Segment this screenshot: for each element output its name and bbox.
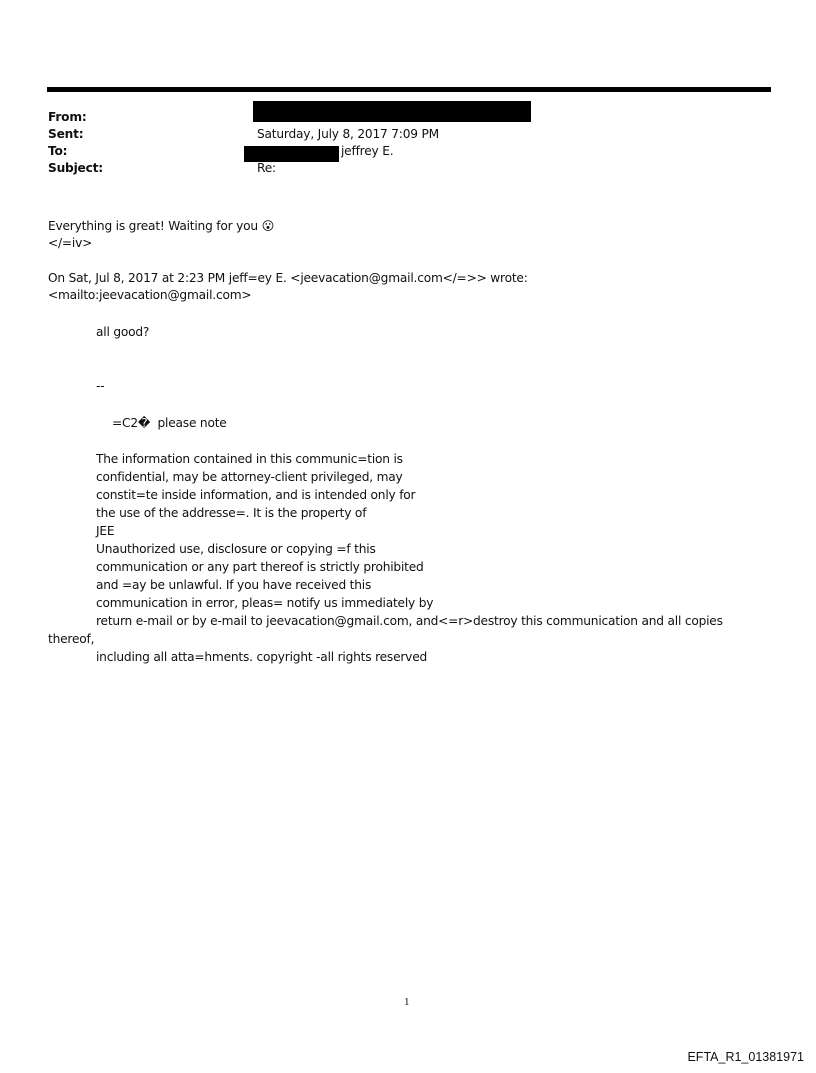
disclaimer-line: Unauthorized use, disclosure or copying =f this — [96, 542, 376, 556]
disclaimer-line: return e-mail or by e-mail to jeevacation@gmail.com, and<=r>destroy this communication and all copies — [96, 614, 723, 628]
disclaimer-line: the use of the addresse=. It is the property of — [96, 506, 367, 520]
signature-separator: -- — [96, 379, 105, 393]
disclaimer-line: confidential, may be attorney-client privileged, may — [96, 470, 403, 484]
disclaimer-last-line: including all atta=hments. copyright -all rights reserved — [96, 650, 428, 664]
page-number: 1 — [404, 996, 410, 1008]
quote-intro: On Sat, Jul 8, 2017 at 2:23 PM jeff=ey E. <jeevacation@gmail.com</=>> wrote: — [48, 271, 528, 285]
subject-value: Re: — [257, 161, 276, 175]
quote-mailto: <mailto:jeevacation@gmail.com> — [48, 288, 252, 302]
to-value: jeffrey E. — [341, 144, 394, 158]
sent-label: Sent: — [48, 127, 84, 141]
from-label: From: — [48, 110, 87, 124]
to-label: To: — [48, 144, 68, 158]
redaction-from — [253, 101, 531, 122]
disclaimer-line: constit=te inside information, and is intended only for — [96, 488, 416, 502]
body-line-1: Everything is great! Waiting for you 😮 — [48, 219, 275, 233]
sent-value: Saturday, July 8, 2017 7:09 PM — [257, 127, 439, 141]
disclaimer-line: communication in error, pleas= notify us immediately by — [96, 596, 434, 610]
disclaimer-line: The information contained in this communic=tion is — [96, 452, 403, 466]
quoted-text: all good? — [96, 325, 150, 339]
disclaimer-line: communication or any part thereof is strictly prohibited — [96, 560, 424, 574]
disclaimer-line: JEE — [96, 524, 115, 538]
disclaimer-thereof: thereof, — [48, 632, 95, 646]
document-id: EFTA_R1_01381971 — [687, 1050, 804, 1064]
body-line-2: </=iv> — [48, 236, 93, 250]
please-note: =C2� please note — [112, 416, 227, 430]
header-rule — [47, 87, 771, 92]
subject-label: Subject: — [48, 161, 103, 175]
disclaimer-line: and =ay be unlawful. If you have received this — [96, 578, 372, 592]
